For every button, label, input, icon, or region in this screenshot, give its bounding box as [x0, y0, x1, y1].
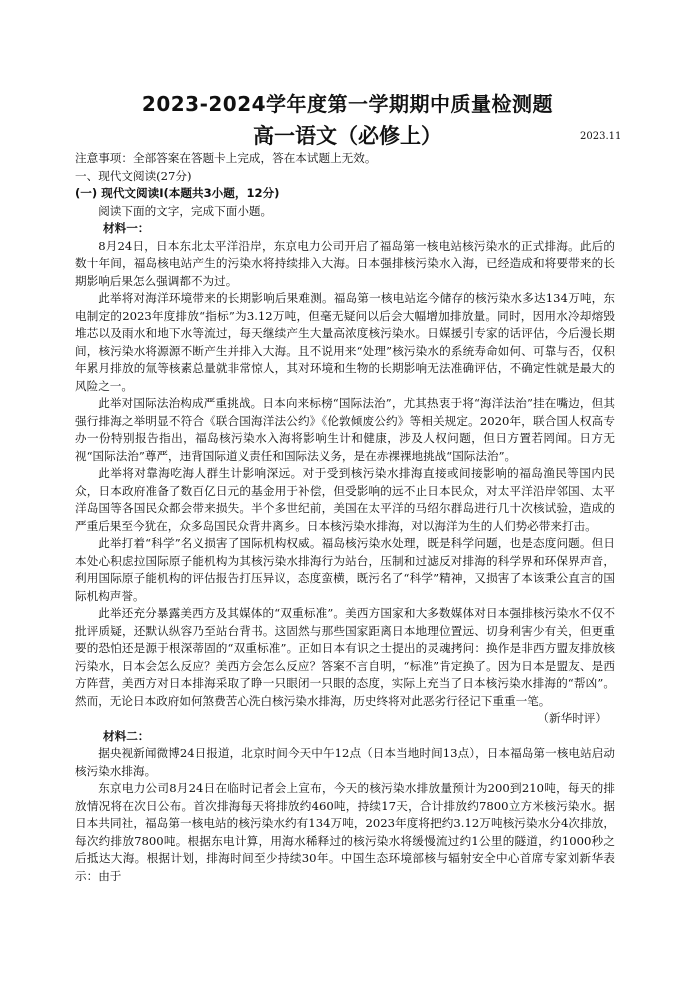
exam-body	[75, 150, 615, 885]
exam-subtitle: 高一语文（必修上）	[253, 124, 442, 148]
exam-date: 2023.11	[580, 131, 622, 142]
paragraph: 此举打着“科学”名义损害了国际机构权威。福岛核污染水处理，既是科学问题，也是态度问题。但日本处心积虑拉国际原子能机构为其核污染水排海行为站台，压制和过滤反对排海的科学界和环保界声音，利用国际原子能机构的评估报告打压异议，态度蛮横，既污名了“科学”精神，又损害了本该秉公直言的国际机构声誉。	[75, 536, 615, 603]
paragraph: 此举还充分暴露美西方及其媒体的“双重标准”。美西方国家和大多数媒体对日本强排核污染水不仅不批评质疑，还默认纵容乃至站台背书。这固然与那些国家距离日本地理位置远、切身利害少有关，但更重要的恐怕还是源于根深蒂固的“双重标准”。正如日本有识之士提出的灵魂拷问：换作是非西方盟友排放核污染水，日本会怎么反应？美西方会怎么反应？答案不言自明，“标准”肯定换了。因为日本是盟友、是西方阵营，美西方对日本排海采取了睁一只眼闭一只眼的态度，实际上充当了日本核污染水排海的“帮凶”。然而，无论日本政府如何煞费苦心洗白核污染水排海，历史终将对此恶劣行径记下重重一笔。	[75, 606, 615, 708]
paragraph: 据央视新闻微博24日报道，北京时间今天中午12点（日本当地时间13点），日本福岛第一核电站启动核污染水排海。	[75, 746, 615, 778]
section-heading: 一、现代文阅读(27分)	[75, 168, 192, 183]
source-attribution: （新华时评）	[537, 711, 607, 725]
paragraph: 此举将对靠海吃海人群生计影响深远。对于受到核污染水排海直接或间接影响的福岛渔民等国内民众，日本政府准备了数百亿日元的基金用于补偿，但受影响的远不止日本民众，对太平洋沿岸邻国、太平洋岛国等各国民众都会带来损失。半个多世纪前，美国在太平洋的马绍尔群岛进行几十次核试验，造成的严重后果至今犹在，众多岛国民众背井离乡。日本核污染水排海，对以海洋为生的人们势必带来打击。	[75, 466, 615, 533]
exam-title: 2023-2024学年度第一学期期中质量检测题	[141, 92, 554, 116]
paragraph: 此举对国际法治构成严重挑战。日本向来标榜“国际法治”，尤其热衷于将“海洋法治”挂在嘴边，但其强行排海之举明显不符合《联合国海洋法公约》《伦敦倾废公约》等相关规定。2020年，联合国人权高专办一份特别报告指出，福岛核污染水入海将影响生计和健康，涉及人权问题，但日方置若罔闻。日方无视“国际法治”尊严，违背国际道义责任和国际法义务，是在赤裸裸地挑战“国际法治”。	[75, 396, 615, 463]
material-two-label: 材料二：	[103, 728, 150, 743]
attention-note: 注意事项：全部答案在答题卡上完成，答在本试题上无效。	[75, 151, 377, 165]
paragraph: 8月24日，日本东北太平洋沿岸，东京电力公司开启了福岛第一核电站核污染水的正式排海。此后的数十年间，福岛核电站产生的污染水将持续排入大海。日本强排核污染水入海，已经造成和将要带来的长期影响后果怎么强调都不为过。	[75, 238, 615, 288]
paragraph: 东京电力公司8月24日在临时记者会上宣布，今天的核污染水排放量预计为200到210吨，每天的排放情况将在次日公布。首次排海每天将排放约460吨，持续17天，合计排放约7800立方米核污染水。据日本共同社，福岛第一核电站的核污染水约有134万吨，2023年度将把约3.12万吨核污染水分4次排放，每次约排放7800吨。根据东电计算，用海水稀释过的核污染水将缓慢流过约1公里的隧道，约1000秒之后抵达大海。根据计划，排海时间至少持续30年。中国生态环境部核与辐射安全中心首席专家刘新华表示：由于	[75, 781, 615, 883]
paragraph: 此举将对海洋环境带来的长期影响后果难测。福岛第一核电站迄今储存的核污染水多达134万吨，东电制定的2023年度排放“指标”为3.12万吨，但毫无疑问以后会大幅增加排放量。同时，因用水冷却熔毁堆芯以及雨水和地下水等流过，每天继续产生大量高浓度核污染水。日媒援引专家的话评估，今后漫长期间，核污染水将源源不断产生并排入大海。且不说用来“处理”核污染水的系统寿命如何、可靠与否，仅积年累月排放的氚等核素总量就非常惊人，其对环境和生物的长期影响无法准确评估，不确定性就是最大的风险之一。	[75, 291, 615, 393]
material-one-label: 材料一：	[103, 221, 150, 235]
reading-instruction: 阅读下面的文字，完成下面小题。	[98, 203, 273, 218]
part-heading: (一) 现代文阅读Ⅰ(本题共3小题，12分)	[75, 186, 280, 200]
